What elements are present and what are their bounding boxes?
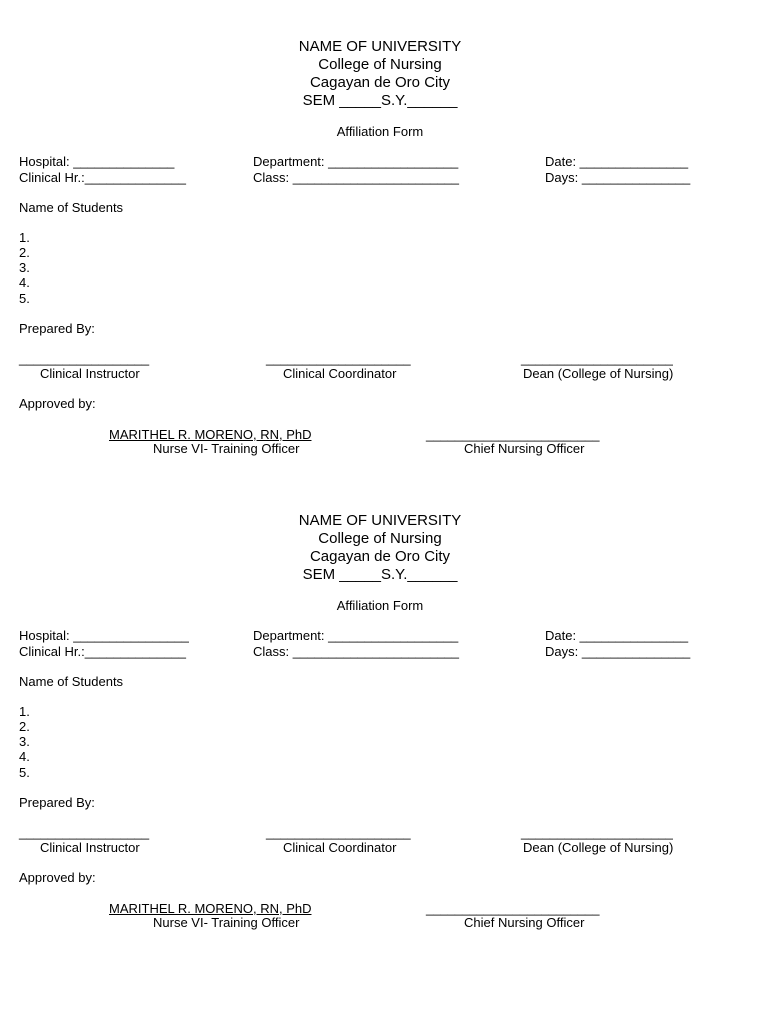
days-field: Days: _______________	[545, 644, 691, 659]
student-line: 1.	[19, 704, 30, 719]
clinical-hr-field: Clinical Hr.:______________	[19, 644, 186, 659]
clinical-instructor-title: Clinical Instructor	[40, 840, 140, 855]
city-name: Cagayan de Oro City	[309, 548, 451, 565]
student-line: 1.	[19, 230, 30, 245]
dean-title: Dean (College of Nursing)	[523, 840, 674, 855]
clinical-coordinator-title: Clinical Coordinator	[283, 366, 397, 381]
department-field: Department: __________________	[253, 628, 459, 643]
prepared-by-label: Prepared By:	[19, 321, 95, 336]
university-name: NAME OF UNIVERSITY	[298, 38, 462, 55]
dean-title: Dean (College of Nursing)	[523, 366, 674, 381]
students-label: Name of Students	[19, 200, 124, 215]
college-name: College of Nursing	[318, 530, 442, 547]
approved-by-label: Approved by:	[19, 870, 96, 885]
hospital-field: Hospital: ________________	[19, 628, 189, 643]
training-officer-title: Nurse VI- Training Officer	[153, 915, 300, 930]
students-label: Name of Students	[19, 674, 124, 689]
affiliation-form-1	[0, 0, 768, 474]
city-name: Cagayan de Oro City	[309, 74, 451, 91]
clinical-instructor-title: Clinical Instructor	[40, 366, 140, 381]
signature-line: ____________________	[266, 825, 411, 840]
clinical-hr-field: Clinical Hr.:______________	[19, 170, 186, 185]
hospital-field: Hospital: ______________	[19, 154, 175, 169]
student-line: 4.	[19, 749, 30, 764]
student-line: 4.	[19, 275, 30, 290]
student-line: 2.	[19, 719, 30, 734]
signature-line: _____________________	[521, 351, 673, 366]
training-officer-title: Nurse VI- Training Officer	[153, 441, 300, 456]
affiliation-form-2	[0, 474, 768, 948]
form-title: Affiliation Form	[336, 124, 424, 139]
college-name: College of Nursing	[318, 56, 442, 73]
student-line: 3.	[19, 260, 30, 275]
clinical-coordinator-title: Clinical Coordinator	[283, 840, 397, 855]
sem-sy-line: SEM _____S.Y.______	[302, 566, 458, 583]
signature-line: ________________________	[426, 427, 600, 442]
date-field: Date: _______________	[545, 154, 689, 169]
training-officer-name: MARITHEL R. MORENO, RN, PhD	[109, 427, 312, 442]
date-field: Date: _______________	[545, 628, 689, 643]
training-officer-name: MARITHEL R. MORENO, RN, PhD	[109, 901, 312, 916]
chief-nursing-officer-title: Chief Nursing Officer	[464, 915, 585, 930]
form-title: Affiliation Form	[336, 598, 424, 613]
university-name: NAME OF UNIVERSITY	[298, 512, 462, 529]
chief-nursing-officer-title: Chief Nursing Officer	[464, 441, 585, 456]
student-line: 2.	[19, 245, 30, 260]
approved-by-label: Approved by:	[19, 396, 96, 411]
class-field: Class: _______________________	[253, 170, 460, 185]
days-field: Days: _______________	[545, 170, 691, 185]
department-field: Department: __________________	[253, 154, 459, 169]
student-line: 5.	[19, 765, 30, 780]
sem-sy-line: SEM _____S.Y.______	[302, 92, 458, 109]
class-field: Class: _______________________	[253, 644, 460, 659]
signature-line: ____________________	[266, 351, 411, 366]
prepared-by-label: Prepared By:	[19, 795, 95, 810]
signature-line: ________________________	[426, 901, 600, 916]
signature-line: __________________	[19, 825, 150, 840]
signature-line: __________________	[19, 351, 150, 366]
student-line: 5.	[19, 291, 30, 306]
student-line: 3.	[19, 734, 30, 749]
signature-line: _____________________	[521, 825, 673, 840]
